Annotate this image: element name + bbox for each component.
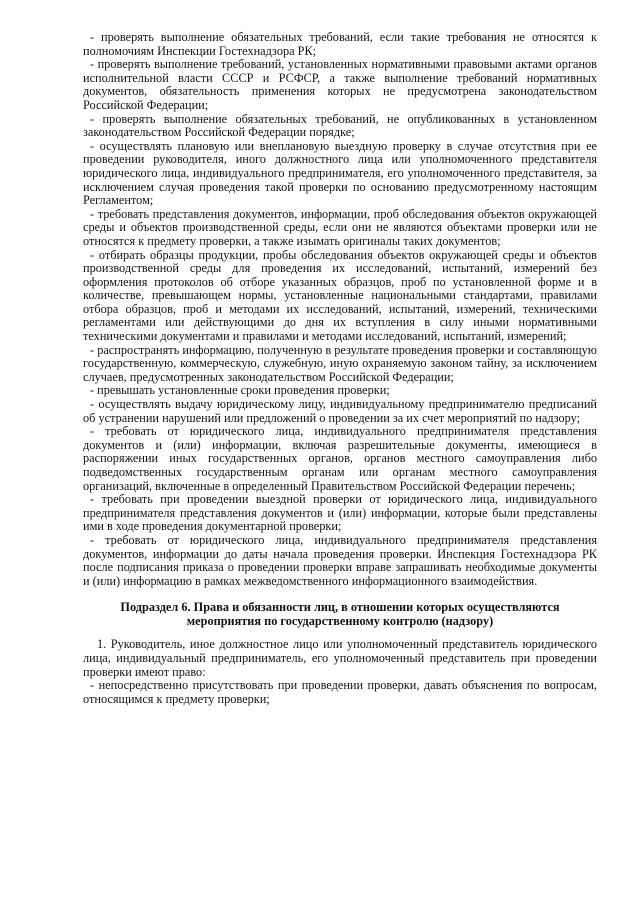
prohibitions-list bbox=[83, 31, 597, 588]
list-item: - непосредственно присутствовать при проведении проверки, давать объяснения по вопросам, относящимся к предмету проверки; bbox=[83, 678, 597, 706]
list-item: - требовать при проведении выездной проверки от юридического лица, индивидуального предпринимателя представления документов и (или) информации, которые были представлены ими в ходе проведения документарной проверки; bbox=[83, 492, 597, 534]
list-item: - осуществлять плановую или внеплановую выездную проверку в случае отсутствия при ее проведении руководителя, иного должностного лица или уполномоченного представителя юридического лица, индивидуального предпринимателя, его уполномоченного представителя, за исключением случая проведения такой проверки по основанию предусмотренному настоящим Регламентом; bbox=[83, 138, 597, 208]
list-item: - проверять выполнение обязательных требований, если такие требования не относятся к полномочиям Инспекции Гостехнадзора РК; bbox=[83, 30, 597, 58]
list-item: - отбирать образцы продукции, пробы обследования объектов окружающей среды и объектов производственной среды для проведения их исследований, испытаний, измерений без оформления протоколов об отборе указанных образцов, проб по установленной форме и в количестве, превышающем нормы, установленные национальными стандартами, правилами отбора образцов, проб и методами их исследований, испытаний, измерений, техническими регламентами или действующими до дня их вступления в силу иными нормативными техническими документами и правилами и методами исследований, испытаний, измерений; bbox=[83, 247, 597, 344]
list-item: - проверять выполнение требований, установленных нормативными правовыми актами органов исполнительной власти СССР и РСФСР, а также выполнение требований нормативных документов, обязательность применения которых не предусмотрена законодательством Российской Федерации; bbox=[83, 57, 597, 112]
list-item: - проверять выполнение обязательных требований, не опубликованных в установленном законодательством Российской Федерации порядке; bbox=[83, 111, 597, 140]
document-page bbox=[83, 31, 597, 706]
section-heading: Подраздел 6. Права и обязанности лиц, в отношении которых осуществляются мероприятия по государственному контролю (надзору) bbox=[120, 600, 560, 629]
list-item: - требовать представления документов, информации, проб обследования объектов окружающей среды и объектов производственной среды, если они не являются объектами проверки или не относятся к предмету проверки, а также изымать оригиналы таких документов; bbox=[83, 206, 597, 248]
list-item: - превышать установленные сроки проведения проверки; bbox=[90, 383, 390, 398]
numbered-paragraph: 1. Руководитель, иное должностное лицо или уполномоченный представитель юридического лица, индивидуальный предприниматель, его уполномоченный представитель при проведении проверки имеют право: bbox=[83, 637, 597, 679]
list-item: - требовать от юридического лица, индивидуального предпринимателя представления документов, информации до даты начала проведения проверки. Инспекция Гостехнадзора РК после подписания приказа о проведении проверки вправе запрашивать необходимые документы и (или) информацию в рамках межведомственного информационного взаимодействия. bbox=[83, 532, 597, 588]
list-item: - требовать от юридического лица, индивидуального предпринимателя представления документов и (или) информации, включая разрешительные документы, имеющиеся в распоряжении иных государственных органов, органов местного самоуправления либо подведомственных государственным органам или органам местного самоуправления организаций, включенные в определенный Правительством Российской Федерации перечень; bbox=[83, 424, 597, 493]
list-item: - осуществлять выдачу юридическому лицу, индивидуальному предпринимателю предписаний об устранении нарушений или предложений о проведении за их счет мероприятий по надзору; bbox=[83, 397, 597, 425]
rights-list bbox=[83, 638, 597, 706]
list-item: - распространять информацию, полученную в результате проведения проверки и составляющую государственную, коммерческую, служебную, иную охраняемую законом тайну, за исключением случаев, предусмотренных законодательством Российской Федерации; bbox=[83, 342, 597, 384]
